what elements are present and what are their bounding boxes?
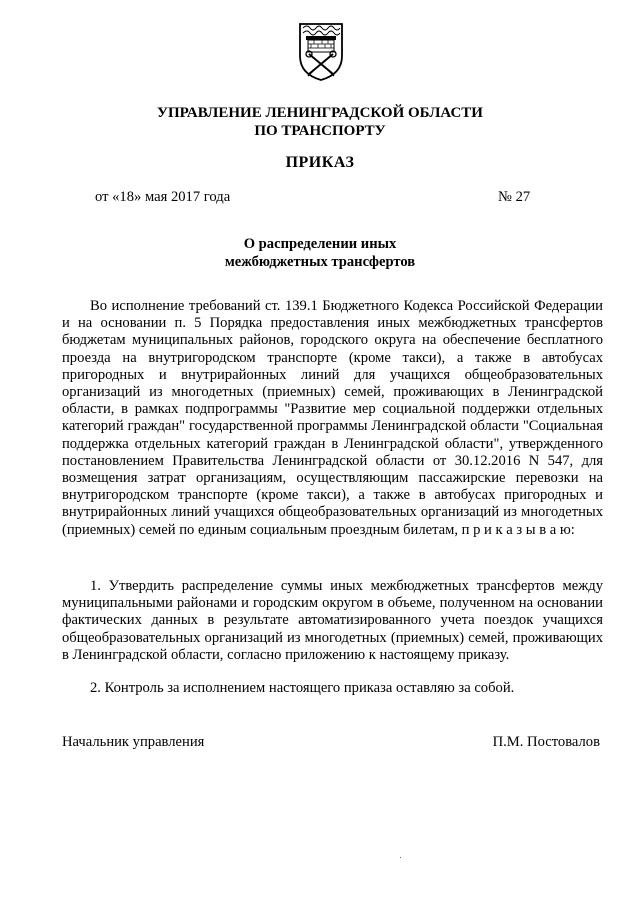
organization-name-line1: УПРАВЛЕНИЕ ЛЕНИНГРАДСКОЙ ОБЛАСТИ bbox=[157, 105, 483, 121]
scan-speck bbox=[400, 857, 401, 858]
coat-of-arms-emblem bbox=[298, 20, 344, 82]
subject-line2: межбюджетных трансфертов bbox=[224, 253, 416, 270]
document-type: ПРИКАЗ bbox=[285, 154, 355, 171]
body-paragraph-3: 2. Контроль за исполнением настоящего приказа оставляю за собой. bbox=[90, 680, 515, 696]
signatory-position: Начальник управления bbox=[62, 734, 205, 750]
body-paragraph-2: 1. Утвердить распределение суммы иных межбюджетных трансфертов между муниципальными районами и городским округом в объеме, полученном на основании фактических данных в результате автоматизированного учета поездок учащихся общеобразовательных организаций из многодетных (приемных) семей, проживающих в Ленинградской области, согласно приложению к настоящему приказу. bbox=[62, 578, 603, 663]
document-date: от «18» мая 2017 года bbox=[95, 189, 231, 205]
document-subject bbox=[0, 236, 640, 271]
body-paragraph-1: Во исполнение требований ст. 139.1 Бюджетного Кодекса Российской Федерации и на основании п. 5 Порядка предоставления иных межбюджетных трансфертов бюджетам муниципальных районов, городского округа на обеспечение бесплатного проезда на внутригородском транспорте (кроме такси), а также в автобусах пригородных и внутрирайонных линий для учащихся общеобразовательных организаций из многодетных (приемных) семей, проживающих в Ленинградской области, в рамках подпрограммы "Развитие мер социальной поддержки отдельных категорий граждан" государственной программы Ленинградской области "Социальная поддержка отдельных категорий граждан в Ленинградской области", утвержденного постановлением Правительства Ленинградской области от 30.12.2016 N 547, для возмещения затрат организациям, осуществляющим пассажирские перевозки на внутригородском транспорте (кроме такси), а также в автобусах пригородных и внутрирайонных линий учащихся общеобразовательных организаций из многодетных (приемных) семей по единым социальным проездным билетам, п р и к а з ы в а ю: bbox=[62, 298, 603, 538]
organization-name-line2: ПО ТРАНСПОРТУ bbox=[254, 123, 386, 139]
subject-line1: О распределении иных bbox=[243, 236, 397, 252]
signatory-name: П.М. Постовалов bbox=[492, 734, 600, 750]
organization-name bbox=[0, 104, 640, 140]
document-number: № 27 bbox=[498, 189, 531, 205]
